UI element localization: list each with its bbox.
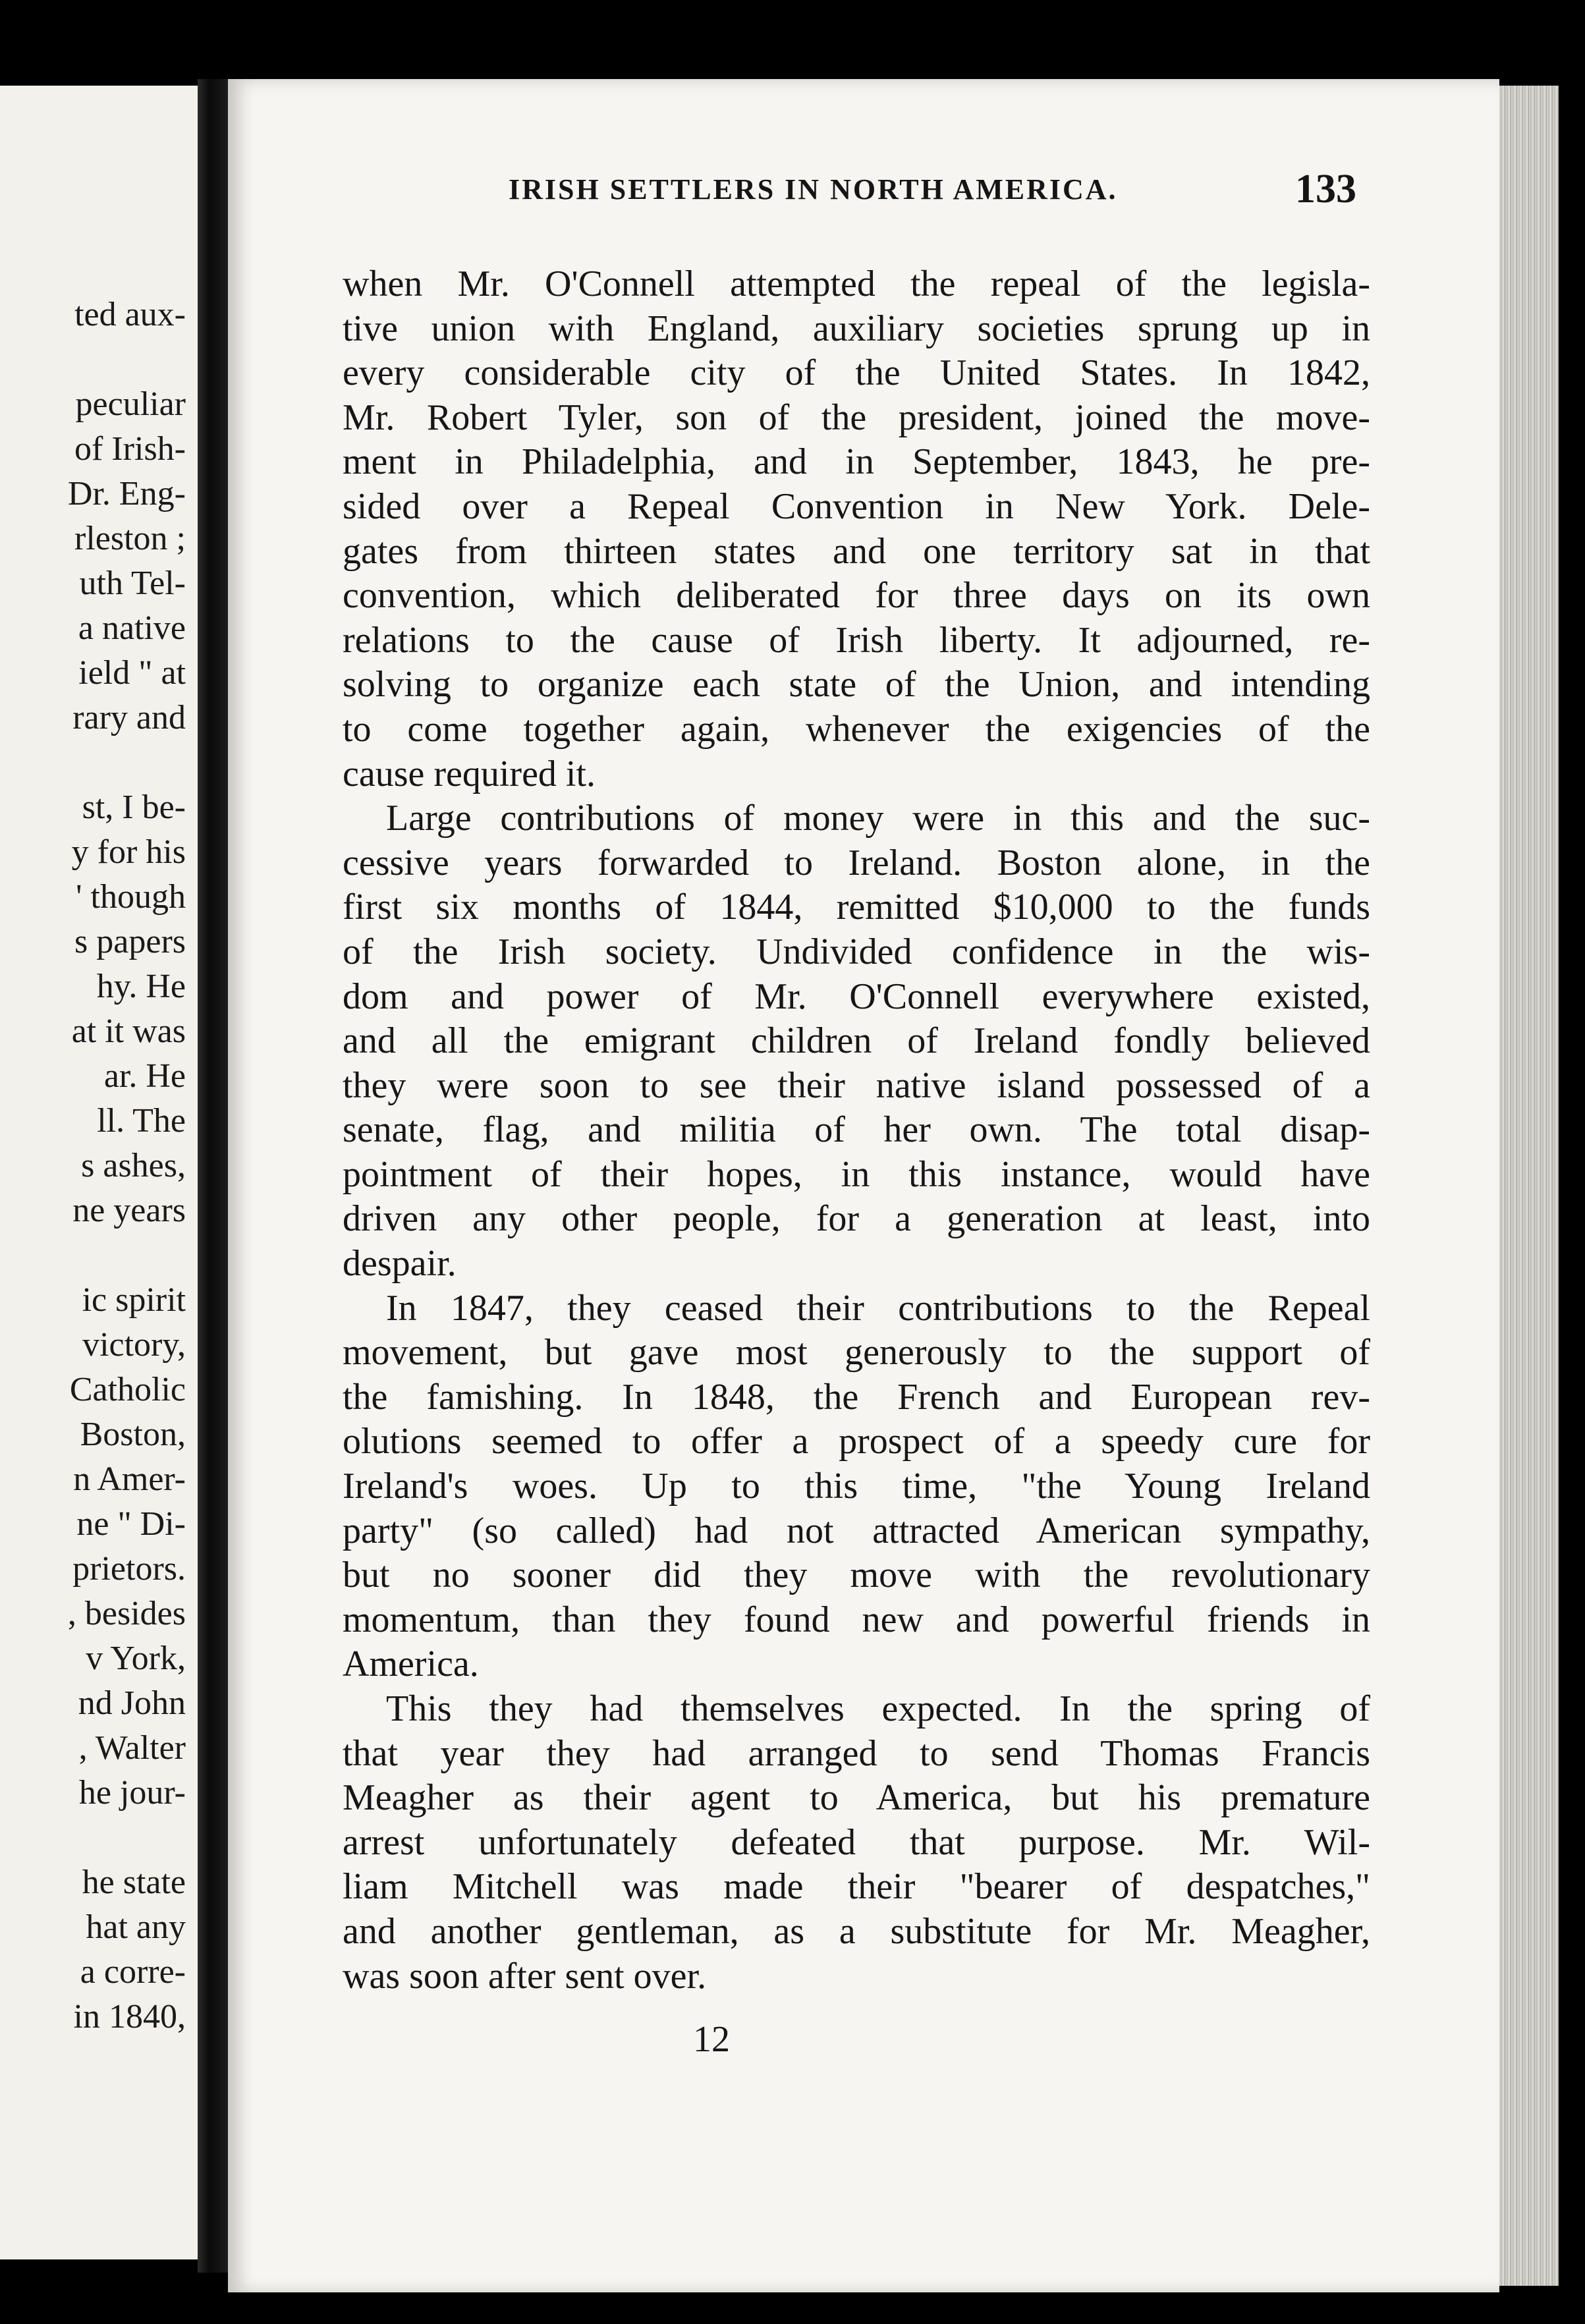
left-fragment-line: ne years	[72, 1192, 186, 1229]
text-line: solving to organize each state of the Union, and intending	[343, 664, 1370, 706]
left-fragment-line: st, I be-	[82, 788, 186, 826]
text-line: gates from thirteen states and one territory sat in that	[343, 530, 1370, 572]
text-line: Mr. Robert Tyler, son of the president, joined the move-	[343, 397, 1370, 438]
left-fragment-line: at it was	[71, 1012, 186, 1050]
text-line: to come together again, whenever the exigencies of the	[343, 708, 1370, 750]
text-line: and all the emigrant children of Ireland fondly believed	[343, 1020, 1370, 1062]
text-line: cessive years forwarded to Ireland. Boston alone, in the	[343, 842, 1370, 883]
left-fragment-line: rary and	[72, 699, 186, 736]
left-fragment-line: ic spirit	[82, 1281, 186, 1319]
left-fragment-line: ll. The	[97, 1102, 186, 1140]
page-number: 133	[1295, 167, 1356, 211]
left-fragment-line: in 1840,	[73, 1998, 186, 2035]
text-line: sided over a Repeal Convention in New York. Dele-	[343, 485, 1370, 527]
text-line: every considerable city of the United States. In 1842,	[343, 352, 1370, 394]
left-fragment-line: prietors.	[72, 1550, 186, 1588]
text-line: Large contributions of money were in this and the suc-	[386, 798, 1370, 839]
text-line: America.	[343, 1644, 479, 1685]
text-line: pointment of their hopes, in this instance, would have	[343, 1153, 1370, 1195]
text-line: of the Irish society. Undivided confidence in the wis-	[343, 931, 1370, 972]
left-fragment-line: s ashes,	[81, 1147, 186, 1184]
left-fragment-line: n Amer-	[73, 1460, 186, 1498]
book-gutter	[198, 79, 228, 2273]
text-line: Ireland's woes. Up to this time, "the Young Ireland	[343, 1466, 1370, 1507]
text-line: driven any other people, for a generation at least, into	[343, 1198, 1370, 1240]
text-line: momentum, than they found new and powerful friends in	[343, 1599, 1370, 1640]
text-line: party" (so called) had not attracted American sympathy,	[343, 1510, 1370, 1551]
left-fragment-line: y for his	[71, 833, 186, 871]
previous-page-fragment	[0, 86, 198, 2259]
text-line: arrest unfortunately defeated that purpose. Mr. Wil-	[343, 1821, 1370, 1863]
text-line: tive union with England, auxiliary societies sprung up in	[343, 308, 1370, 349]
left-fragment-line: ar. He	[103, 1057, 186, 1095]
text-line: but no sooner did they move with the revolutionary	[343, 1555, 1370, 1596]
text-line: was soon after sent over.	[343, 1955, 707, 1997]
text-line: convention, which deliberated for three days on its own	[343, 575, 1370, 617]
running-head: IRISH SETTLERS IN NORTH AMERICA.	[509, 173, 1118, 206]
left-fragment-line: peculiar	[75, 385, 186, 423]
page-body-text	[343, 262, 1370, 1999]
left-fragment-line: he state	[82, 1864, 186, 1901]
text-line: In 1847, they ceased their contributions to the Repeal	[386, 1287, 1370, 1329]
text-line: the famishing. In 1848, the French and European rev-	[343, 1376, 1370, 1418]
text-line: cause required it.	[343, 753, 596, 794]
left-fragment-line: ield " at	[78, 654, 186, 692]
text-line: liam Mitchell was made their "bearer of despatches,"	[343, 1866, 1370, 1908]
left-fragment-line: ' though	[76, 878, 186, 916]
page-edges	[1499, 86, 1559, 2286]
left-fragment-line: nd John	[78, 1684, 186, 1722]
left-fragment-line: rleston ;	[74, 520, 186, 557]
left-fragment-line: ted aux-	[74, 296, 186, 333]
left-fragment-line: Dr. Eng-	[67, 475, 186, 512]
text-line: when Mr. O'Connell attempted the repeal of the legisla-	[343, 263, 1370, 304]
text-line: relations to the cause of Irish liberty. It adjourned, re-	[343, 619, 1370, 661]
left-fragment-line: victory,	[82, 1326, 186, 1364]
text-line: This they had themselves expected. In the spring of	[386, 1688, 1370, 1729]
text-line: they were soon to see their native island possessed of a	[343, 1065, 1370, 1106]
text-line: senate, flag, and militia of her own. The total disap-	[343, 1109, 1370, 1151]
text-line: that year they had arranged to send Thomas Francis	[343, 1732, 1370, 1774]
left-fragment-line: uth Tel-	[79, 565, 186, 602]
text-line: dom and power of Mr. O'Connell everywhere existed,	[343, 976, 1370, 1017]
left-fragment-line: a corre-	[80, 1953, 186, 1991]
left-fragment-line: s papers	[74, 923, 186, 960]
left-fragment-line: he jour-	[78, 1774, 186, 1812]
left-fragment-line: ne " Di-	[76, 1505, 186, 1543]
signature-mark: 12	[693, 2019, 730, 2060]
left-fragment-line: , besides	[67, 1595, 186, 1632]
text-line: despair.	[343, 1243, 457, 1285]
left-fragment-line: hy. He	[96, 968, 186, 1005]
left-fragment-line: , Walter	[78, 1729, 186, 1767]
left-fragment-line: hat any	[86, 1908, 186, 1946]
left-fragment-line: a native	[78, 609, 186, 647]
text-line: olutions seemed to offer a prospect of a speedy cure for	[343, 1421, 1370, 1462]
text-line: Meagher as their agent to America, but his premature	[343, 1777, 1370, 1819]
left-fragment-line: Catholic	[69, 1371, 186, 1408]
text-line: first six months of 1844, remitted $10,000 to the funds	[343, 887, 1370, 928]
left-fragment-line: of Irish-	[74, 430, 186, 468]
text-line: movement, but gave most generously to the support of	[343, 1332, 1370, 1373]
left-fragment-line: v York,	[86, 1640, 186, 1677]
text-line: and another gentleman, as a substitute for Mr. Meagher,	[343, 1910, 1370, 1952]
text-line: ment in Philadelphia, and in September, 1843, he pre-	[343, 441, 1370, 483]
left-fragment-line: Boston,	[80, 1416, 186, 1453]
